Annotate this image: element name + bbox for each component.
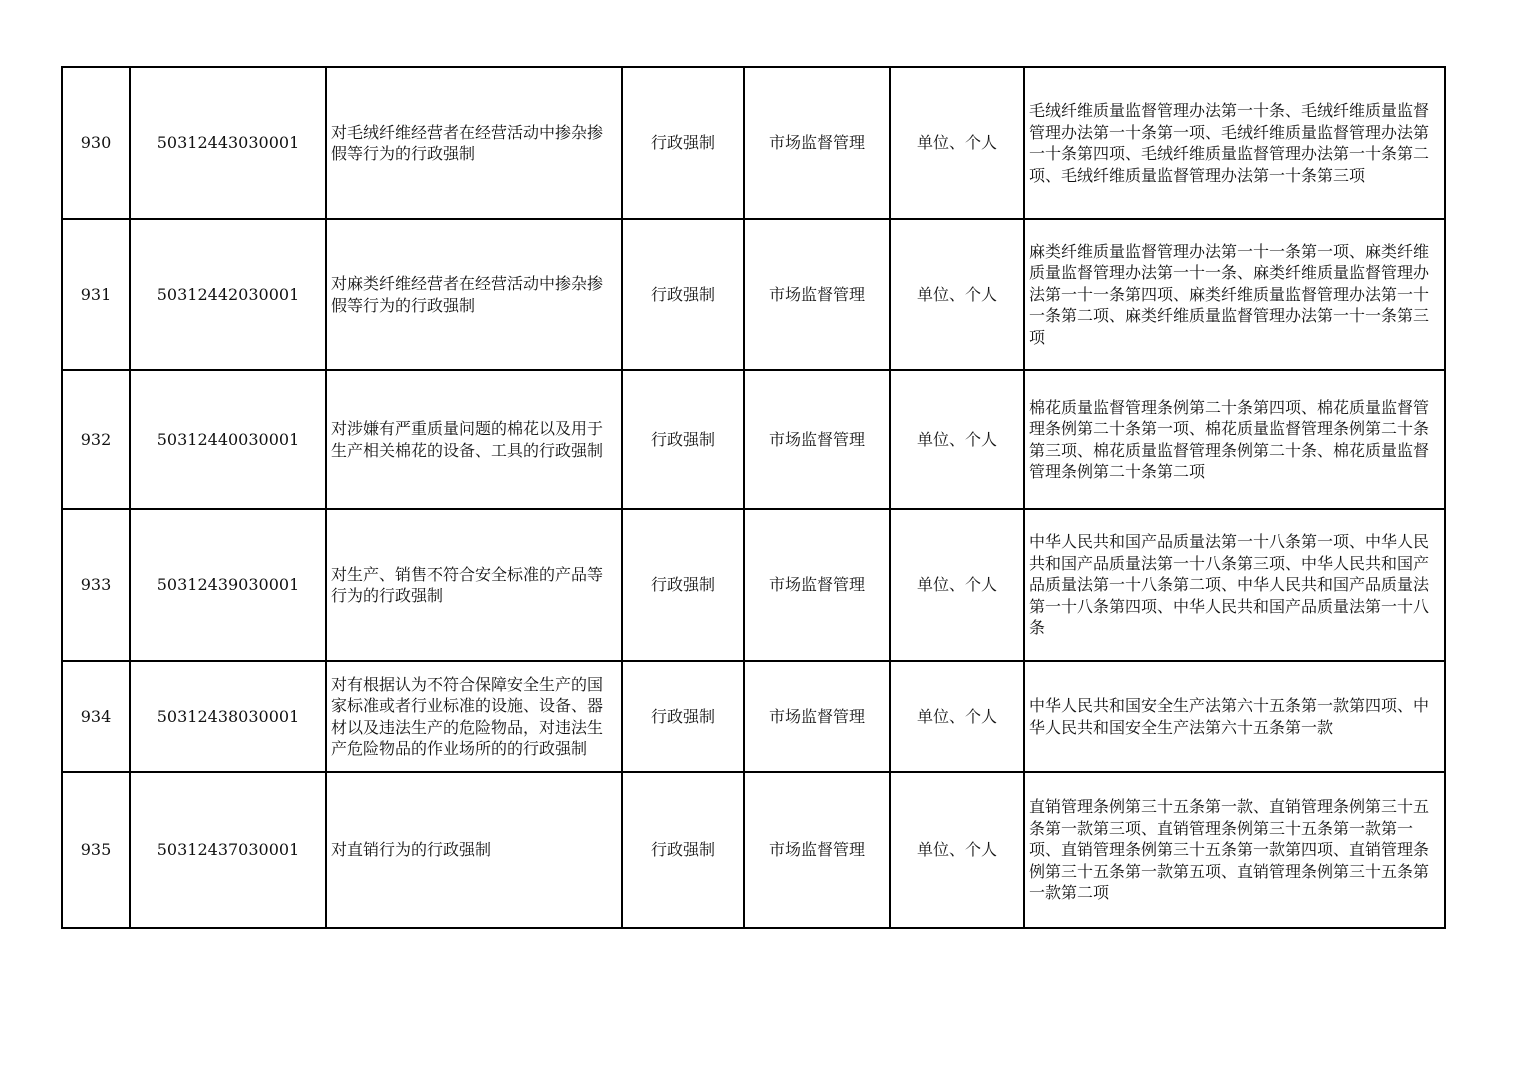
table-row (62, 370, 1445, 509)
item-type: 行政强制 (622, 219, 744, 370)
table-row (62, 772, 1445, 928)
item-name: 对毛绒纤维经营者在经营活动中掺杂掺假等行为的行政强制 (326, 67, 622, 219)
item-name: 对直销行为的行政强制 (326, 772, 622, 928)
item-number: 932 (62, 370, 130, 509)
item-number: 930 (62, 67, 130, 219)
item-name: 对生产、销售不符合安全标准的产品等行为的行政强制 (326, 509, 622, 661)
item-subject: 单位、个人 (890, 219, 1024, 370)
table-row (62, 509, 1445, 661)
item-department: 市场监督管理 (744, 67, 890, 219)
item-subject: 单位、个人 (890, 509, 1024, 661)
item-code: 50312438030001 (130, 661, 326, 772)
item-subject: 单位、个人 (890, 772, 1024, 928)
item-subject: 单位、个人 (890, 370, 1024, 509)
item-name: 对有根据认为不符合保障安全生产的国家标准或者行业标准的设施、设备、器材以及违法生产的危险物品，对违法生产危险物品的作业场所的的行政强制 (326, 661, 622, 772)
item-name: 对麻类纤维经营者在经营活动中掺杂掺假等行为的行政强制 (326, 219, 622, 370)
item-code: 50312440030001 (130, 370, 326, 509)
item-type: 行政强制 (622, 772, 744, 928)
item-department: 市场监督管理 (744, 772, 890, 928)
item-type: 行政强制 (622, 370, 744, 509)
item-legal-basis: 麻类纤维质量监督管理办法第一十一条第一项、麻类纤维质量监督管理办法第一十一条、麻类纤维质量监督管理办法第一十一条第四项、麻类纤维质量监督管理办法第一十一条第二项、麻类纤维质量监督管理办法第一十一条第三项 (1024, 219, 1445, 370)
item-legal-basis: 中华人民共和国产品质量法第一十八条第一项、中华人民共和国产品质量法第一十八条第三项、中华人民共和国产品质量法第一十八条第二项、中华人民共和国产品质量法第一十八条第四项、中华人民共和国产品质量法第一十八条 (1024, 509, 1445, 661)
item-subject: 单位、个人 (890, 661, 1024, 772)
item-legal-basis: 棉花质量监督管理条例第二十条第四项、棉花质量监督管理条例第二十条第一项、棉花质量监督管理条例第二十条第三项、棉花质量监督管理条例第二十条、棉花质量监督管理条例第二十条第二项 (1024, 370, 1445, 509)
table-row (62, 219, 1445, 370)
item-code: 50312437030001 (130, 772, 326, 928)
table-row (62, 67, 1445, 219)
table-row (62, 661, 1445, 772)
item-department: 市场监督管理 (744, 370, 890, 509)
item-legal-basis: 中华人民共和国安全生产法第六十五条第一款第四项、中华人民共和国安全生产法第六十五条第一款 (1024, 661, 1445, 772)
item-type: 行政强制 (622, 67, 744, 219)
item-department: 市场监督管理 (744, 661, 890, 772)
item-department: 市场监督管理 (744, 509, 890, 661)
item-legal-basis: 毛绒纤维质量监督管理办法第一十条、毛绒纤维质量监督管理办法第一十条第一项、毛绒纤维质量监督管理办法第一十条第四项、毛绒纤维质量监督管理办法第一十条第二项、毛绒纤维质量监督管理办法第一十条第三项 (1024, 67, 1445, 219)
item-subject: 单位、个人 (890, 67, 1024, 219)
item-name: 对涉嫌有严重质量问题的棉花以及用于生产相关棉花的设备、工具的行政强制 (326, 370, 622, 509)
item-number: 934 (62, 661, 130, 772)
item-code: 50312443030001 (130, 67, 326, 219)
item-number: 933 (62, 509, 130, 661)
item-number: 931 (62, 219, 130, 370)
item-code: 50312442030001 (130, 219, 326, 370)
item-type: 行政强制 (622, 661, 744, 772)
item-code: 50312439030001 (130, 509, 326, 661)
enforcement-items-table (61, 66, 1446, 929)
item-legal-basis: 直销管理条例第三十五条第一款、直销管理条例第三十五条第一款第三项、直销管理条例第三十五条第一款第一项、直销管理条例第三十五条第一款第四项、直销管理条例第三十五条第一款第五项、直销管理条例第三十五条第一款第二项 (1024, 772, 1445, 928)
item-number: 935 (62, 772, 130, 928)
item-type: 行政强制 (622, 509, 744, 661)
item-department: 市场监督管理 (744, 219, 890, 370)
